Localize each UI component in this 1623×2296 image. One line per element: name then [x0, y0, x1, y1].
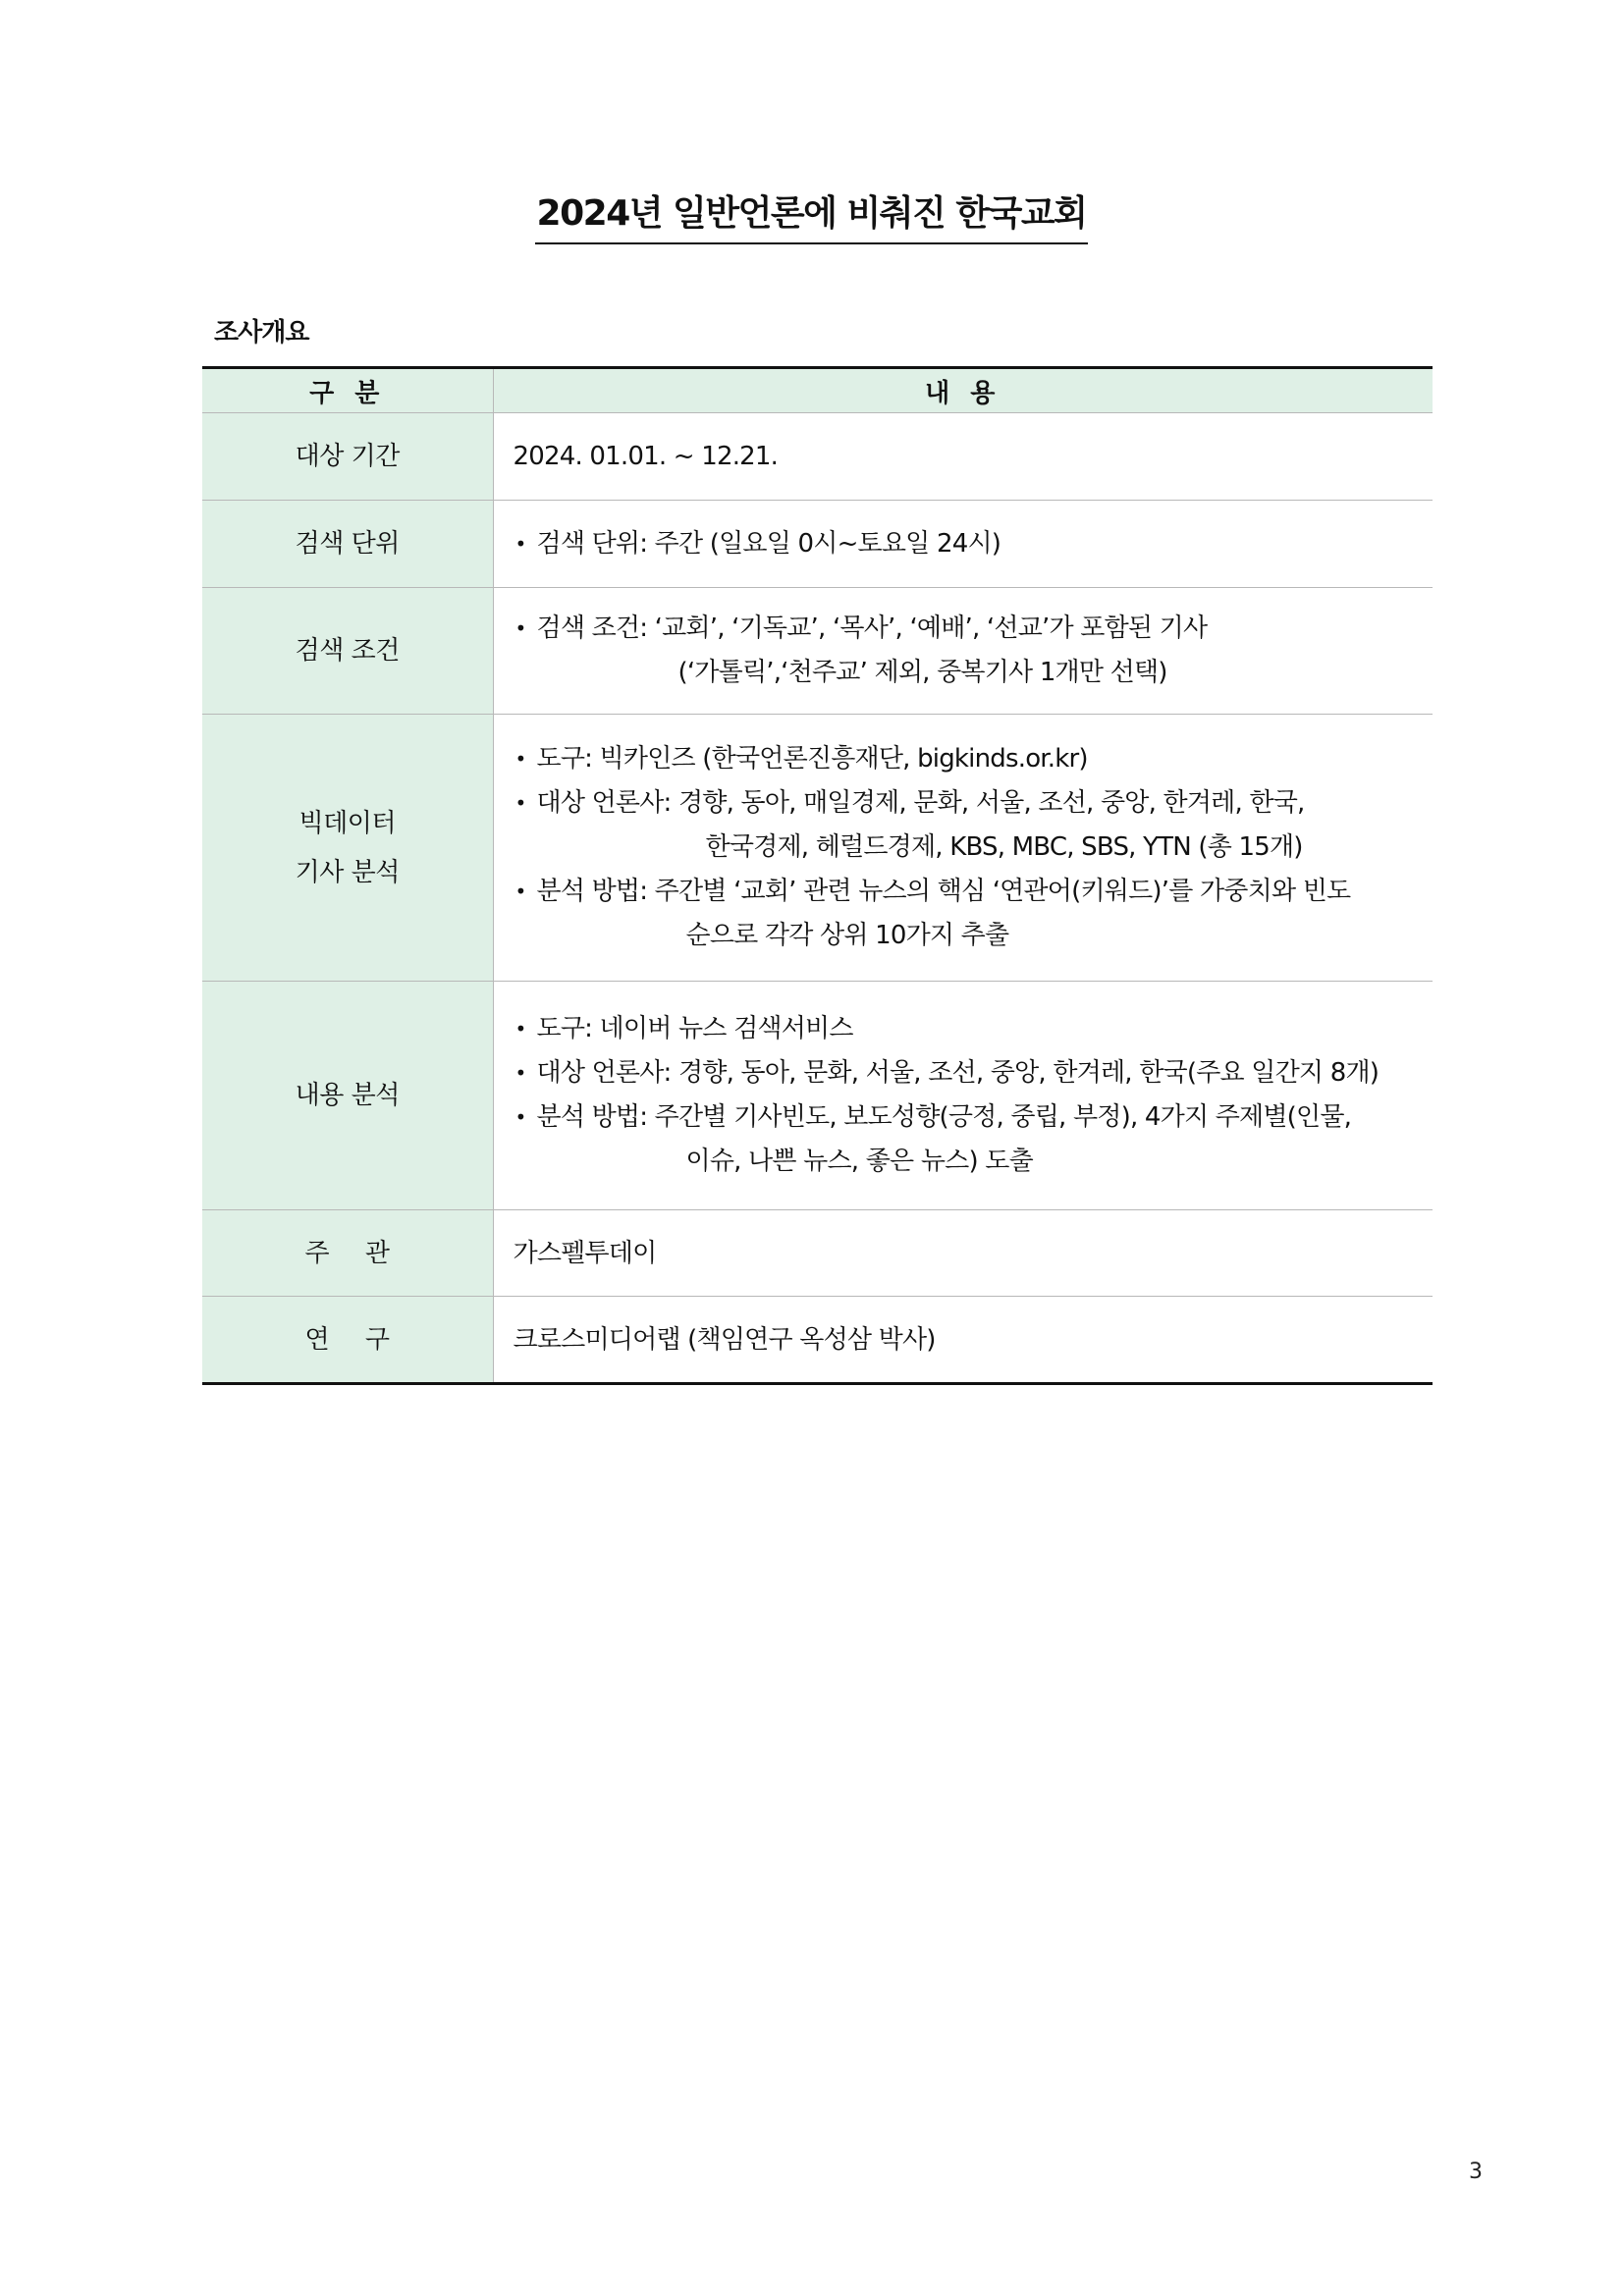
overview-table [202, 366, 1433, 1385]
list-item [514, 870, 1414, 914]
header-content: 내 용 [493, 368, 1433, 413]
content-analysis-method-text: 분석 방법: 주간별 기사빈도, 보도성향(긍정, 중립, 부정), 4가지 주제별(인물, [536, 1102, 1352, 1132]
content-analysis-tool-text: 도구: 네이버 뉴스 검색서비스 [536, 1014, 853, 1043]
table-row-bigdata [202, 715, 1433, 982]
list-item [514, 607, 1414, 651]
row-label-search-unit: 검색 단위 [202, 501, 493, 588]
table-row-content-analysis [202, 982, 1433, 1210]
row-label-bigdata [202, 715, 493, 982]
bullet-icon: • [514, 1061, 526, 1085]
row-label-content-analysis: 내용 분석 [202, 982, 493, 1210]
research-value: 크로스미디어랩 (책임연구 옥성삼 박사) [513, 1324, 936, 1355]
document-title: 2024년 일반언론에 비춰진 한국교회 [535, 192, 1089, 244]
bigdata-media-continuation: 한국경제, 헤럴드경제, KBS, MBC, SBS, YTN (총 15개) [705, 832, 1303, 862]
bigdata-label-line2: 기사 분석 [295, 857, 400, 887]
section-heading: 조사개요 [214, 318, 309, 347]
bigdata-tool-text: 도구: 빅카인즈 (한국언론진흥재단, bigkinds.or.kr) [536, 744, 1088, 774]
host-value: 가스펠투데이 [513, 1238, 657, 1268]
bullet-icon: • [514, 1017, 526, 1041]
row-content-search-condition [493, 588, 1433, 715]
row-label-search-condition: 검색 조건 [202, 588, 493, 715]
row-content-content-analysis [493, 982, 1433, 1210]
list-item [514, 1051, 1414, 1095]
bullet-icon: • [514, 747, 526, 771]
table-row-search-condition [202, 588, 1433, 715]
list-item [514, 1007, 1414, 1051]
search-condition-continuation: (‘가톨릭’,‘천주교’ 제외, 중복기사 1개만 선택) [677, 658, 1167, 687]
table-row-research [202, 1297, 1433, 1384]
bullet-icon: • [514, 1105, 526, 1129]
title-container [0, 192, 1623, 244]
table-row-host [202, 1210, 1433, 1297]
bullet-icon: • [514, 880, 526, 903]
row-label-period: 대상 기간 [202, 413, 493, 501]
table-header-row [202, 368, 1433, 413]
row-content-search-unit [493, 501, 1433, 588]
period-value: 2024. 01.01. ~ 12.21. [513, 442, 779, 471]
bigdata-label-line1: 빅데이터 [298, 808, 396, 838]
row-content-research [493, 1297, 1433, 1384]
list-item [514, 737, 1414, 781]
row-content-bigdata [493, 715, 1433, 982]
content-analysis-method-continuation: 이슈, 나쁜 뉴스, 좋은 뉴스) 도출 [685, 1147, 1033, 1176]
row-label-host: 주 관 [202, 1210, 493, 1297]
row-content-period [493, 413, 1433, 501]
row-content-host [493, 1210, 1433, 1297]
search-condition-text: 검색 조건: ‘교회’, ‘기독교’, ‘목사’, ‘예배’, ‘선교’가 포함된 기사 [536, 614, 1208, 643]
search-unit-text: 검색 단위: 주간 (일요일 0시~토요일 24시) [536, 528, 1001, 559]
list-item [514, 522, 1414, 566]
row-label-research: 연 구 [202, 1297, 493, 1384]
list-item [514, 781, 1414, 826]
page-number: 3 [1469, 2160, 1483, 2184]
bullet-icon: • [514, 616, 526, 640]
bullet-icon: • [514, 531, 526, 556]
table-row-period [202, 413, 1433, 501]
bullet-icon: • [514, 791, 526, 815]
bigdata-media-text: 대상 언론사: 경향, 동아, 매일경제, 문화, 서울, 조선, 중앙, 한겨레, 한국, [536, 788, 1305, 818]
bigdata-method-continuation: 순으로 각각 상위 10가지 추출 [685, 921, 1009, 950]
header-category: 구 분 [202, 368, 493, 413]
table-row-search-unit [202, 501, 1433, 588]
content-analysis-media-text: 대상 언론사: 경향, 동아, 문화, 서울, 조선, 중앙, 한겨레, 한국(주요 일간지 8개) [536, 1058, 1380, 1088]
list-item [514, 1095, 1414, 1140]
bigdata-method-text: 분석 방법: 주간별 ‘교회’ 관련 뉴스의 핵심 ‘연관어(키워드)’를 가중치와 빈도 [536, 877, 1351, 906]
